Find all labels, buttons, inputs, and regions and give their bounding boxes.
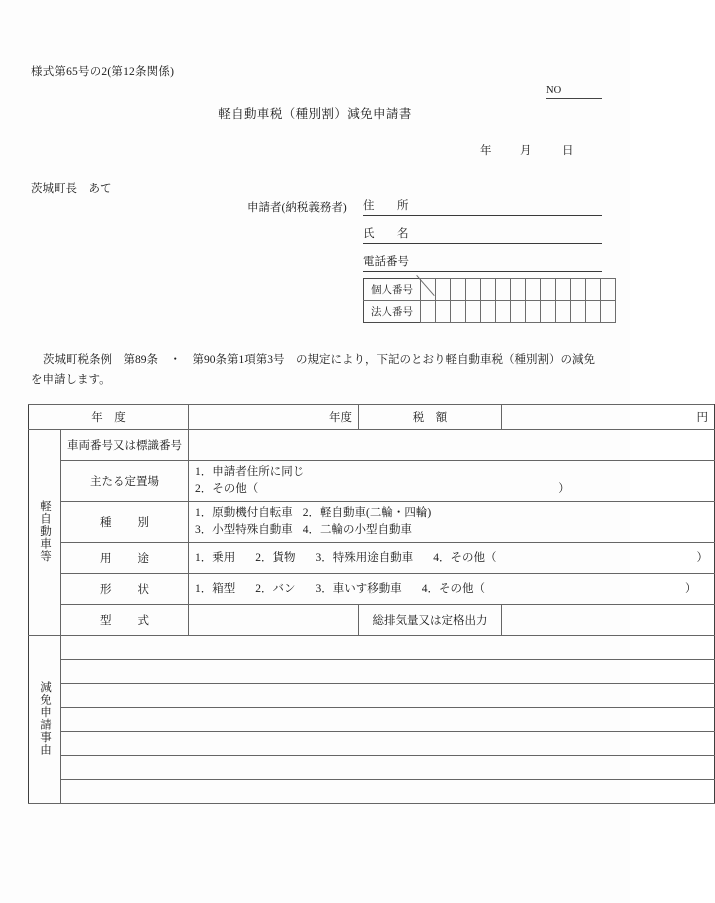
location-option-1[interactable]: 1．申請者住所に同じ xyxy=(195,466,305,478)
individual-number-cell[interactable] xyxy=(421,279,436,301)
shape-option-4[interactable]: 4．その他（ xyxy=(421,582,485,595)
vehicle-type-line-1[interactable] xyxy=(195,505,708,522)
name-field[interactable] xyxy=(363,227,602,244)
address-field[interactable] xyxy=(363,199,602,216)
vehicle-type-options[interactable] xyxy=(189,502,715,543)
usage-option-2[interactable]: 2．貨物 xyxy=(255,551,296,564)
individual-number-cell[interactable] xyxy=(526,279,541,301)
location-label: 主たる定置場 xyxy=(61,461,189,502)
reason-blank-line[interactable] xyxy=(61,708,715,732)
reason-row xyxy=(29,708,715,732)
plate-number-label: 車両番号又は標識番号 xyxy=(61,430,189,461)
reason-row xyxy=(29,732,715,756)
no-label: NO xyxy=(546,85,562,96)
reason-section-label: 減免申請事由 xyxy=(29,636,61,804)
corporate-number-cell[interactable] xyxy=(451,301,466,323)
usage-option-3[interactable]: 3．特殊用途自動車 xyxy=(315,551,414,564)
individual-number-cell[interactable] xyxy=(481,279,496,301)
corporate-number-cell[interactable] xyxy=(436,301,451,323)
date-day-label: 日 xyxy=(562,145,574,157)
individual-number-row xyxy=(364,279,616,301)
reason-row xyxy=(29,684,715,708)
model-input[interactable] xyxy=(189,605,359,636)
vehicle-type-option-3[interactable]: 3．小型特殊自動車 xyxy=(195,524,293,536)
reason-row xyxy=(29,636,715,660)
individual-number-cell[interactable] xyxy=(511,279,526,301)
corporate-number-cell[interactable] xyxy=(466,301,481,323)
usage-label: 用 途 xyxy=(61,543,189,574)
shape-option-4-close: ） xyxy=(685,582,697,595)
fiscal-year-header: 年 度 xyxy=(29,405,189,430)
vehicle-section-label: 軽自動車等 xyxy=(29,430,61,636)
form-code: 様式第65号の2(第12条関係) xyxy=(31,66,175,78)
individual-number-cell[interactable] xyxy=(436,279,451,301)
corporate-number-cell[interactable] xyxy=(481,301,496,323)
reason-blank-line[interactable] xyxy=(61,660,715,684)
plate-number-row xyxy=(29,430,715,461)
reason-blank-line[interactable] xyxy=(61,732,715,756)
location-option-2-close: ） xyxy=(558,483,570,495)
individual-number-cell[interactable] xyxy=(466,279,481,301)
reason-row xyxy=(29,756,715,780)
corporate-number-cell[interactable] xyxy=(526,301,541,323)
usage-option-4[interactable]: 4．その他（ xyxy=(433,551,497,564)
fiscal-year-input[interactable]: 年度 xyxy=(189,405,359,430)
corporate-number-cell[interactable] xyxy=(496,301,511,323)
individual-number-cell[interactable] xyxy=(571,279,586,301)
shape-option-1[interactable]: 1．箱型 xyxy=(195,582,236,595)
usage-row xyxy=(29,543,715,574)
shape-option-2[interactable]: 2．バン xyxy=(255,582,296,595)
ordinance-paragraph: 茨城町税条例 第89条 ・ 第90条第1項第3号 の規定により，下記のとおり軽自動車税（種別割）の減免を申請します。 xyxy=(31,354,595,386)
location-row xyxy=(29,461,715,502)
displacement-label: 総排気量又は定格出力 xyxy=(359,605,502,636)
vehicle-type-option-1[interactable]: 1．原動機付自転車 xyxy=(195,507,293,519)
corporate-number-cell[interactable] xyxy=(556,301,571,323)
vehicle-type-label: 種 別 xyxy=(61,502,189,543)
shape-row xyxy=(29,574,715,605)
shape-label: 形 状 xyxy=(61,574,189,605)
usage-option-1[interactable]: 1．乗用 xyxy=(195,551,236,564)
shape-option-list[interactable] xyxy=(195,581,708,598)
corporate-number-cell[interactable] xyxy=(601,301,616,323)
model-label: 型 式 xyxy=(61,605,189,636)
addressee: 茨城町長 あて xyxy=(31,183,112,195)
number-grid xyxy=(363,278,616,323)
corporate-number-cell[interactable] xyxy=(511,301,526,323)
individual-number-cell[interactable] xyxy=(541,279,556,301)
shape-options[interactable] xyxy=(189,574,715,605)
individual-number-cell[interactable] xyxy=(556,279,571,301)
reason-blank-line[interactable] xyxy=(61,636,715,660)
shape-option-3[interactable]: 3．車いす移動車 xyxy=(315,582,402,595)
individual-number-cell[interactable] xyxy=(451,279,466,301)
location-options[interactable] xyxy=(189,461,715,502)
individual-number-cell[interactable] xyxy=(586,279,601,301)
individual-number-cell[interactable] xyxy=(601,279,616,301)
location-option-2[interactable] xyxy=(195,481,708,498)
usage-option-4-close: ） xyxy=(696,551,708,564)
location-option-2-label: 2．その他（ xyxy=(195,483,259,495)
date-year-label: 年 xyxy=(480,145,492,157)
applicant-label: 申請者(納税義務者) xyxy=(247,202,347,214)
date-month-label: 月 xyxy=(520,145,532,157)
reason-blank-line[interactable] xyxy=(61,756,715,780)
address-label: 住 xyxy=(363,200,375,212)
usage-option-list[interactable] xyxy=(195,550,708,567)
vehicle-type-option-4[interactable]: 4．二輪の小型自動車 xyxy=(302,524,412,536)
corporate-number-cell[interactable] xyxy=(541,301,556,323)
corporate-number-cell[interactable] xyxy=(586,301,601,323)
address-label-2: 所 xyxy=(397,200,409,212)
name-label-2: 名 xyxy=(397,228,409,240)
tax-amount-header: 税 額 xyxy=(359,405,502,430)
no-field[interactable] xyxy=(546,84,602,99)
table-header-row xyxy=(29,405,715,430)
phone-field[interactable] xyxy=(363,255,602,272)
individual-number-cell[interactable] xyxy=(496,279,511,301)
date-line[interactable] xyxy=(480,142,574,158)
tax-amount-input[interactable]: 円 xyxy=(502,405,715,430)
individual-number-label: 個人番号 xyxy=(364,279,421,301)
displacement-input[interactable] xyxy=(502,605,715,636)
reason-row xyxy=(29,780,715,804)
phone-label: 電話番号 xyxy=(363,256,409,268)
vehicle-type-line-2[interactable] xyxy=(195,522,708,539)
usage-options[interactable] xyxy=(189,543,715,574)
reason-row xyxy=(29,660,715,684)
name-label: 氏 xyxy=(363,228,375,240)
reason-blank-line[interactable] xyxy=(61,780,715,804)
vehicle-type-row xyxy=(29,502,715,543)
main-form-table xyxy=(28,404,715,804)
corporate-number-label: 法人番号 xyxy=(364,301,421,323)
reason-blank-line[interactable] xyxy=(61,684,715,708)
document-title: 軽自動車税（種別割）減免申請書 xyxy=(218,107,412,121)
vehicle-type-option-2[interactable]: 2．軽自動車(二輪・四輪) xyxy=(302,507,432,519)
corporate-number-cell[interactable] xyxy=(571,301,586,323)
plate-number-input[interactable] xyxy=(189,430,715,461)
model-row xyxy=(29,605,715,636)
